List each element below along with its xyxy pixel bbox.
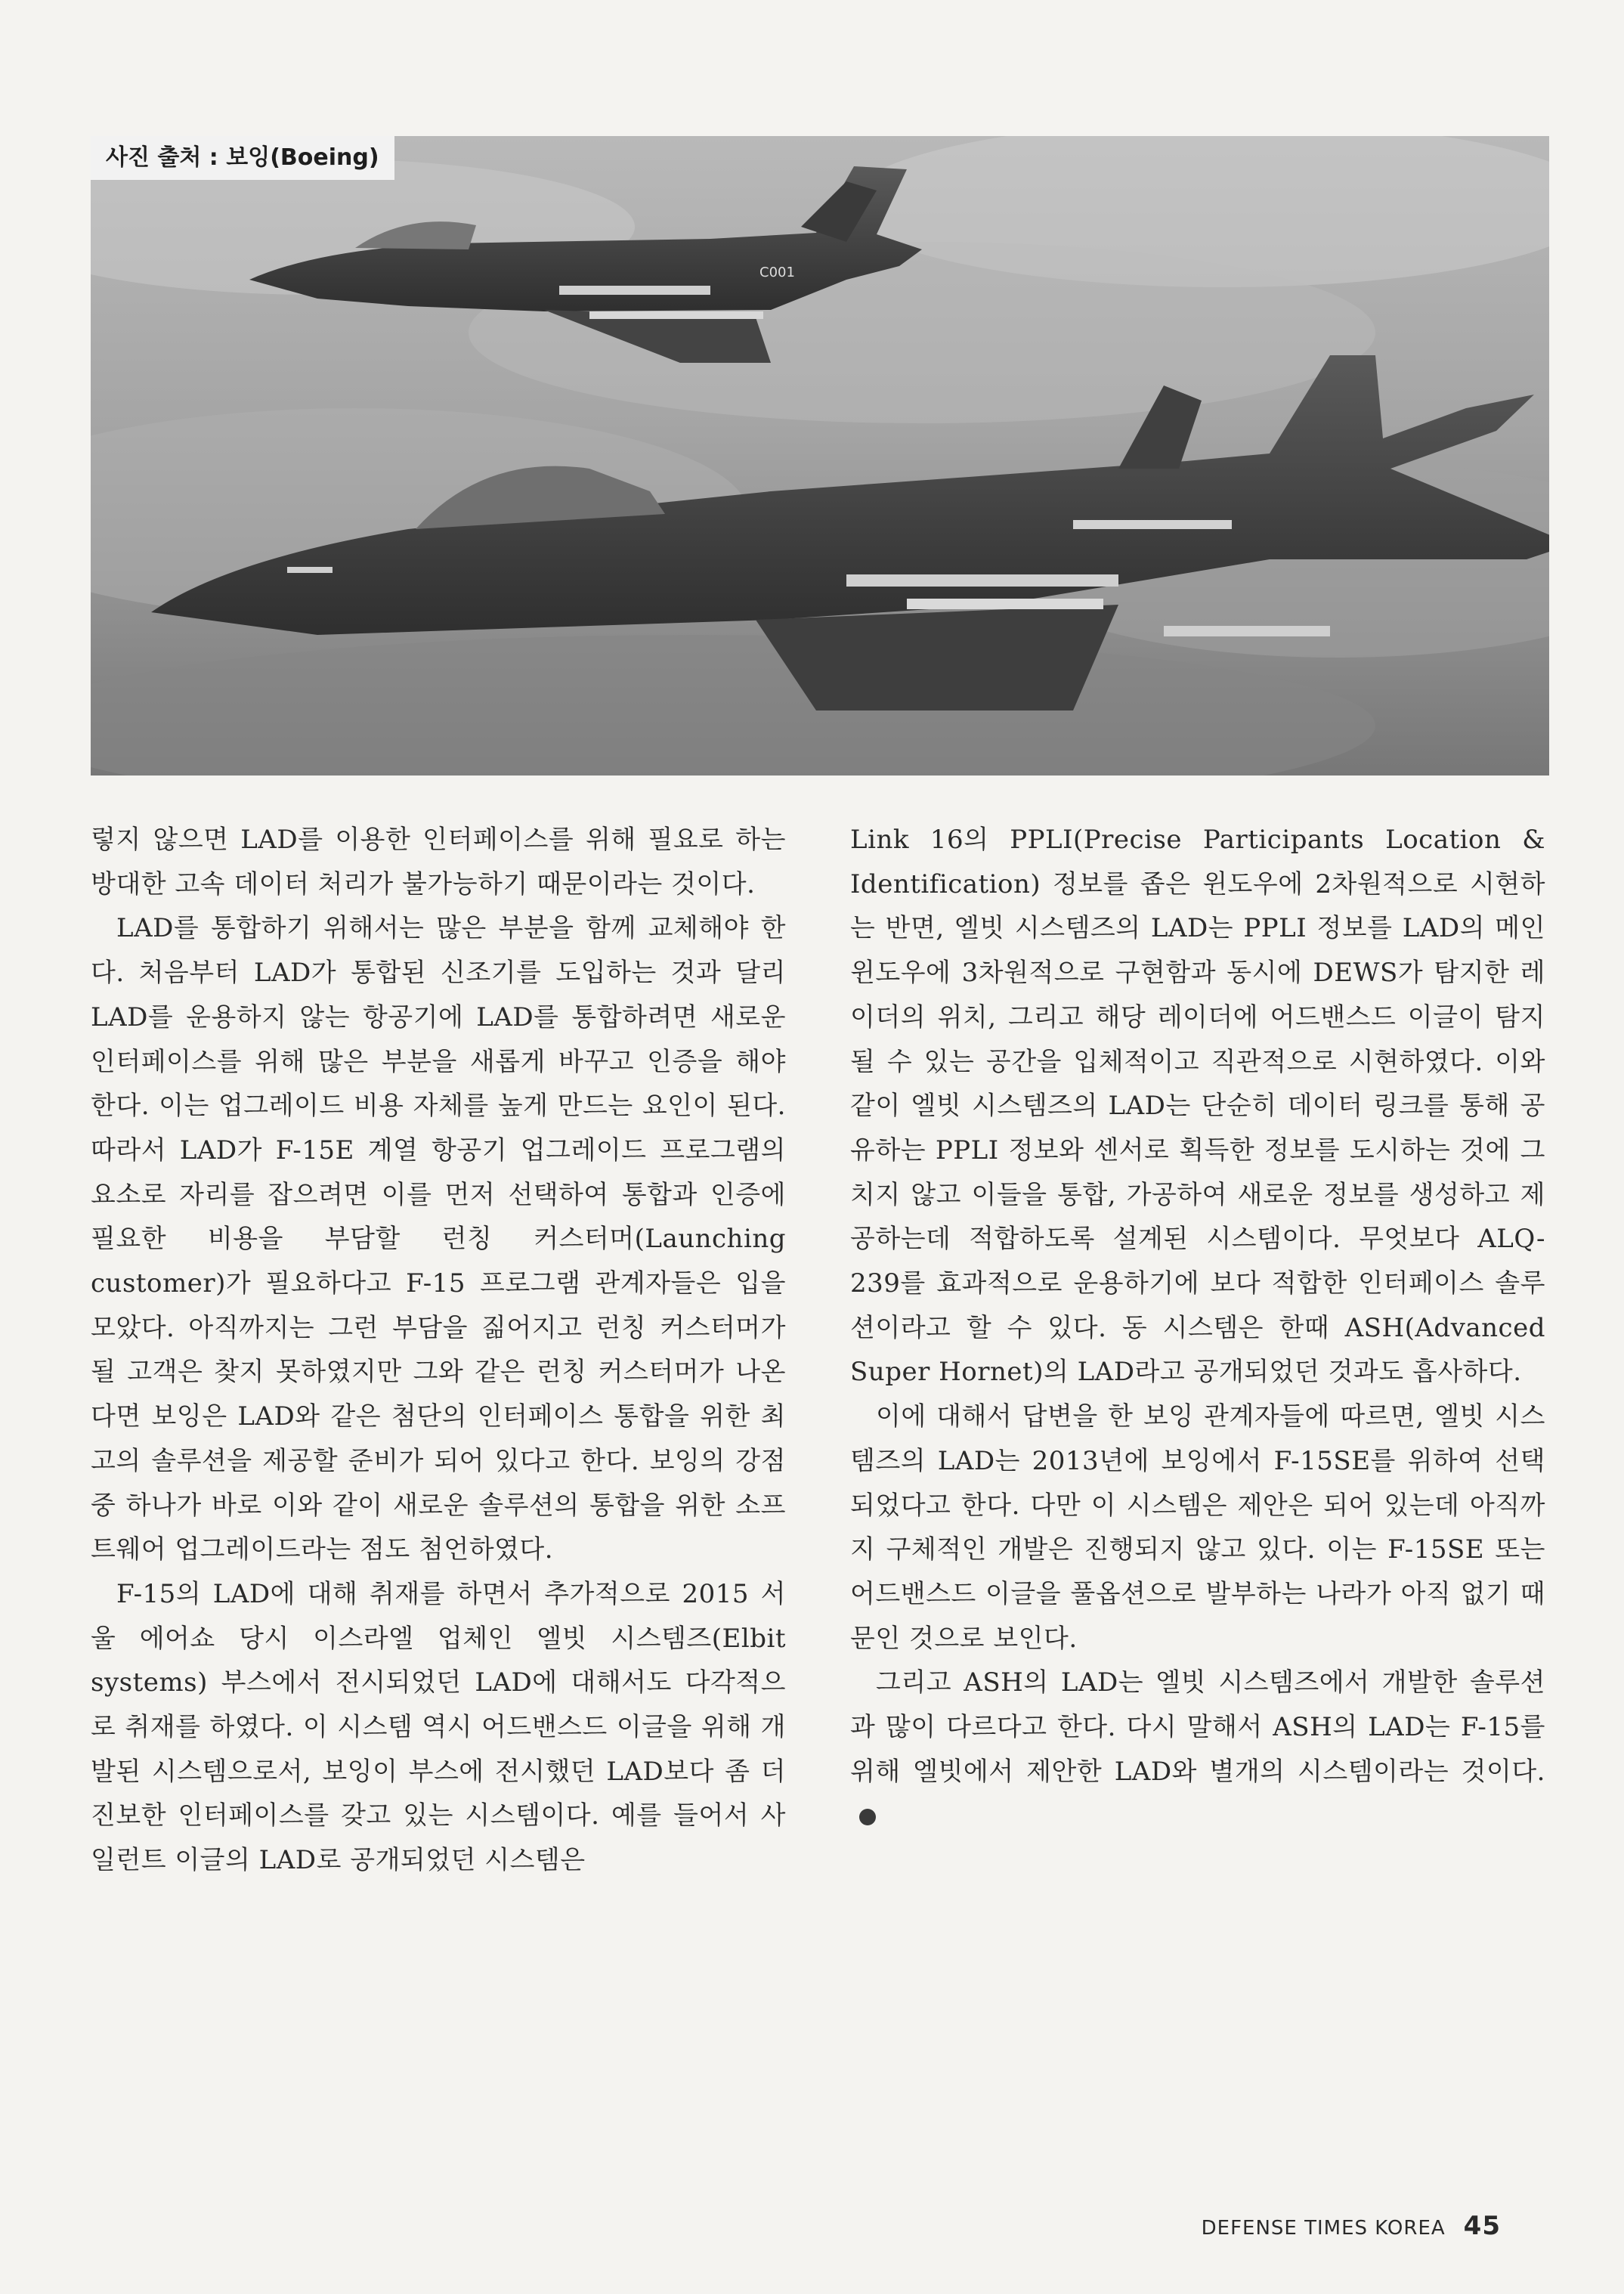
paragraph-last [850,1661,1545,1838]
page-footer [1202,2211,1501,2241]
tail-number: C001 [759,265,795,280]
page-number: 45 [1463,2211,1501,2241]
paragraph: LAD를 통합하기 위해서는 많은 부분을 함께 교체해야 한다. 처음부터 LAD가 통합된 신조기를 도입하는 것과 달리 LAD를 운용하지 않는 항공기에 LAD를 통합하려면 새로운 인터페이스를 위해 많은 부분을 새롭게 바꾸고 인증을 해야 한다. 이는 업그레이드 비용 자체를 높게 만드는 요인이 된다. 따라서 LAD가 F-15E 계열 항공기 업그레이드 프로그램의 요소로 자리를 잡으려면 이를 먼저 선택하여 통합과 인증에 필요한 비용을 부담할 런칭 커스터머(Launching customer)가 필요하다고 F-15 프로그램 관계자들은 입을 모았다. 아직까지는 그런 부담을 짊어지고 런칭 커스터머가 될 고객은 찾지 못하였지만 그와 같은 런칭 커스터머가 나온다면 보잉은 LAD와 같은 첨단의 인터페이스 통합을 위한 최고의 솔루션을 제공할 준비가 되어 있다고 한다. 보잉의 강점 중 하나가 바로 이와 같이 새로운 솔루션의 통합을 위한 소프트웨어 업그레이드라는 점도 첨언하였다. [91,913,786,1565]
paragraph: Link 16의 PPLI(Precise Participants Location & Identification) 정보를 좁은 윈도우에 2차원적으로 시현하는 반면, 엘빗 시스템즈의 LAD는 PPLI 정보를 LAD의 메인 윈도우에 3차원적으로 구현함과 동시에 DEWS가 탐지한 레이더의 위치, 그리고 해당 레이더에 어드밴스드 이글이 탐지될 수 있는 공간을 입체적이고 직관적으로 시현하였다. 이와 같이 엘빗 시스템즈의 LAD는 단순히 데이터 링크를 통해 공유하는 PPLI 정보와 센서로 획득한 정보를 도시하는 것에 그치지 않고 이들을 통합, 가공하여 새로운 정보를 생성하고 제공하는데 적합하도록 설계된 시스템이다. 무엇보다 ALQ-239를 효과적으로 운용하기에 보다 적합한 인터페이스 솔루션이라고 할 수 있다. 동 시스템은 한때 ASH(Advanced Super Hornet)의 LAD라고 공개되었던 것과도 흡사하다. [850,825,1545,1388]
article-photo [91,136,1549,776]
photo-credit: 사진 출처 : 보잉(Boeing) [91,136,394,180]
paragraph-text: 그리고 ASH의 LAD는 엘빗 시스템즈에서 개발한 솔루션과 많이 다르다고 한다. 다시 말해서 ASH의 LAD는 F-15를 위해 엘빗에서 제안한 LAD와 별개의 시스템이라는 것이다. [850,1667,1545,1787]
end-mark-icon [859,1809,876,1825]
paragraph: F-15의 LAD에 대해 취재를 하면서 추가적으로 2015 서울 에어쇼 당시 이스라엘 업체인 엘빗 시스템즈(Elbit systems) 부스에서 전시되었던 LAD에 대해서도 다각적으로 취재를 하였다. 이 시스템 역시 어드밴스드 이글을 위해 개발된 시스템으로서, 보잉이 부스에 전시했던 LAD보다 좀 더 진보한 인터페이스를 갖고 있는 시스템이다. 예를 들어서 사일런트 이글의 LAD로 공개되었던 시스템은 [91,1578,786,1876]
left-column [91,818,786,1883]
jet-photo-illustration [91,136,1549,776]
right-column [850,818,1545,1838]
magazine-name: DEFENSE TIMES KOREA [1201,2217,1446,2240]
paragraph: 이에 대해서 답변을 한 보잉 관계자들에 따르면, 엘빗 시스템즈의 LAD는 2013년에 보잉에서 F-15SE를 위하여 선택되었다고 한다. 다만 이 시스템은 제안은 되어 있는데 아직까지 구체적인 개발은 진행되지 않고 있다. 이는 F-15SE 또는 어드밴스드 이글을 풀옵션으로 발부하는 나라가 아직 없기 때문인 것으로 보인다. [850,1401,1545,1654]
paragraph: 렇지 않으면 LAD를 이용한 인터페이스를 위해 필요로 하는 방대한 고속 데이터 처리가 불가능하기 때문이라는 것이다. [91,825,786,899]
